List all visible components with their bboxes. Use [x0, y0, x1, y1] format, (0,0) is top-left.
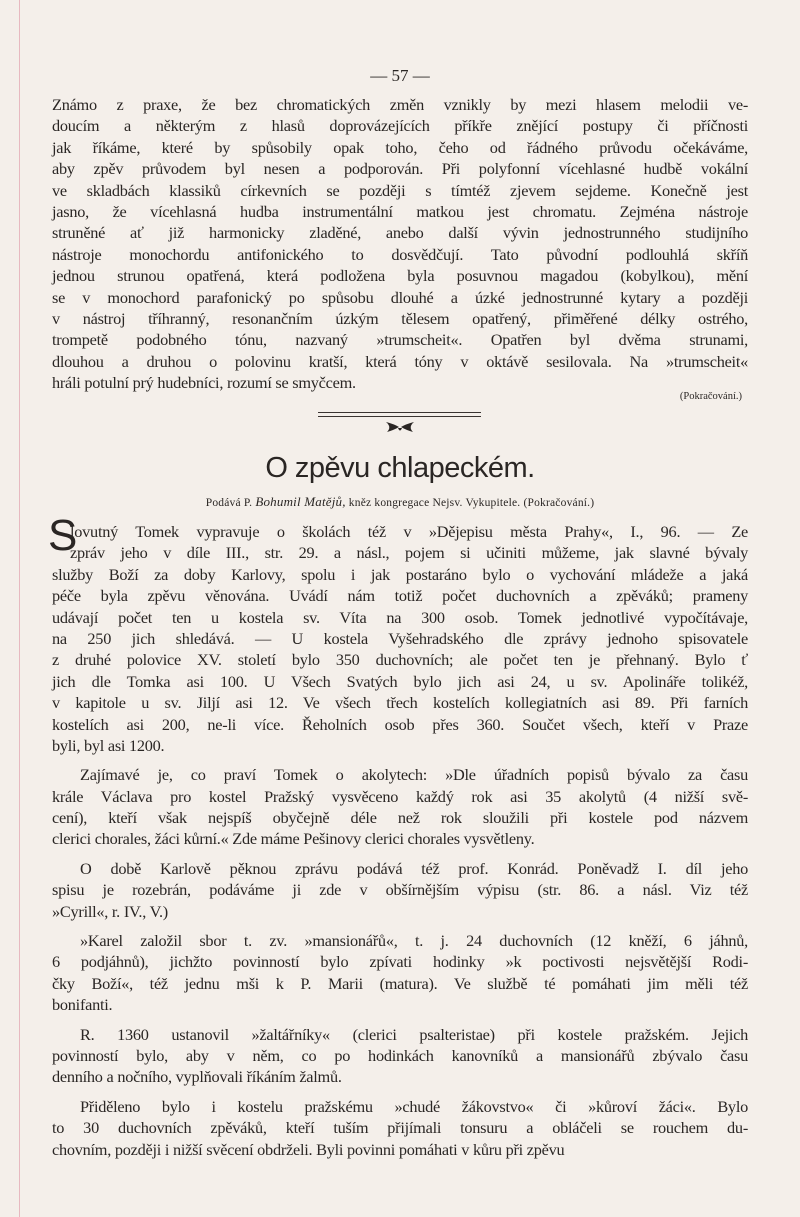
text-line: nástroje monochordu antifonického to dosvědčují. Tato původní podlouhlá skříň: [52, 244, 748, 264]
text-line: denního a nočního, vyplňovali říkáním žalmů.: [52, 1067, 342, 1087]
text-line: krále Václava pro kostel Pražský vysvěceno každý rok asi 35 akolytů (4 nižší svě-: [52, 786, 748, 806]
text-line: R. 1360 ustanovil »žaltářníky« (clerici psalteristae) při kostele pražském. Jejich: [80, 1024, 748, 1044]
text-line: O době Karlově pěknou zprávu podává též prof. Konrád. Poněvadž I. díl jeho: [80, 858, 748, 878]
paragraph: [52, 1024, 748, 1088]
text-line: struněné ať již harmonicky zladěné, anebo další vývin jednostrunného studijního: [52, 223, 748, 243]
page-margin-line: [19, 0, 20, 1217]
byline: [0, 494, 800, 510]
text-line: aby zpěv průvodem byl nesen a podporován. Při polyfonní vícehlasné hudbě vokální: [52, 159, 748, 179]
article2-body: [52, 521, 748, 1168]
continued-note: (Pokračování.): [679, 391, 742, 402]
text-line: clerici chorales, žáci kůrní.« Zde máme Pešinovy clerici chorales vysvětleny.: [52, 829, 535, 849]
text-line: udávají počet ten u kostela sv. Víta na 300 osob. Tomek jednotlivé vypočítávaje,: [52, 607, 748, 627]
paragraph: [52, 764, 748, 850]
byline-prefix: Podává P.: [205, 497, 253, 509]
text-line: 6 podjáhnů), jichžto povinností bylo zpívati hodinky »k poctivosti nejsvětější Rodi-: [52, 952, 748, 972]
text-line: z druhé polovice XV. století bylo 350 duchovních; ale počet ten je přehnaný. Bylo ť: [52, 650, 748, 670]
byline-suffix: kněz kongregace Nejsv. Vykupitele. (Pokračování.): [348, 497, 595, 509]
text-line: povinností bylo, aby v něm, co po hodinkách kanovníků a mansionářů zbývalo času: [52, 1045, 748, 1065]
paragraph: [52, 1096, 748, 1160]
article1-body: [52, 94, 748, 401]
text-line: Zajímavé je, co praví Tomek o akolytech: »Dle úřadních popisů bývalo za času: [80, 765, 748, 785]
text-line: se v monochord parafonický po spůsobu dlouhé a úzké jednostrunné kytary a později: [52, 287, 748, 307]
article-title: O zpěvu chlapeckém.: [265, 452, 535, 484]
text-line: v kapitole u sv. Jiljí asi 12. Ve všech třech kostelích kollegiatních asi 89. Při farních: [52, 693, 748, 713]
text-line: Přiděleno bylo i kostelu pražskému »chudé žákovstvo« či »kůroví žáci«. Bylo: [80, 1096, 748, 1116]
paragraph: [52, 930, 748, 1016]
text-line: zpráv jeho v díle III., str. 29. a násl., pojem si učiniti můžeme, jak slavné bývaly: [70, 543, 748, 563]
byline-author: Bohumil Matějů,: [255, 494, 346, 509]
ornament-icon: [384, 419, 416, 435]
text-line: »Karel založil sbor t. zv. »mansionářů«, t. j. 24 duchovních (12 kněží, 6 jáhnů,: [80, 931, 748, 951]
text-line: jednou strunou opatřená, která podložena byla posuvnou magadou (kobylkou), mění: [52, 266, 748, 286]
drop-cap: S: [48, 511, 78, 560]
text-line: spisu je rozebrán, podáváme ji zde v obšírnějším výpisu (str. 86. a násl. Viz též: [52, 880, 748, 900]
text-line: cení), kteří však nejspíš obyčejně déle než rok sloužili při kostele pod názvem: [52, 808, 748, 828]
text-line: lovutný Tomek vypravuje o školách též v »Dějepisu města Prahy«, I., 96. — Ze: [70, 522, 748, 541]
text-line: služby Boží za doby Karlovy, spolu i jak postaráno bylo o vychování mládeže a jaká: [52, 564, 748, 584]
text-line: bonifanti.: [52, 995, 113, 1015]
text-line: dlouhou a druhou o polovinu kratší, která tóny v oktávě sesilovala. Na »trumscheit«: [52, 351, 748, 371]
text-line: trompetě podobného tónu, nazvaný »trumscheit«. Opatřen byl dvěma strunami,: [52, 330, 748, 350]
text-line: jich dle Tomka asi 100. U Všech Svatých bylo jich asi 24, u sv. Apolináře tolikéž,: [52, 671, 748, 691]
text-line: doucím a některým z hlasů doprovázejících příkře znějící postupy či příčnosti: [52, 116, 748, 136]
text-line: byli, byl asi 1200.: [52, 735, 165, 755]
paragraph: [52, 521, 748, 756]
divider-rule: [318, 412, 481, 413]
text-line: péče byla zpěvu věnována. Uvádí nám totiž počet duchovních a zpěváků; prameny: [52, 586, 748, 606]
paragraph: [52, 858, 748, 922]
text-line: ve skladbách klassiků církevních se později s tímtéž zjevem sejdeme. Konečně jest: [52, 180, 748, 200]
text-line: jasno, že vícehlasná hudba instrumentální matkou jest chromatu. Zejména nástroje: [52, 201, 748, 221]
text-line: Známo z praxe, že bez chromatických změn vznikly by mezi hlasem melodii ve-: [52, 95, 748, 114]
text-line: chovním, později i nižší svěcení obdrželi. Byli povinni pomáhati v kůru při zpěvu: [52, 1139, 565, 1159]
text-line: jak říkáme, které by spůsobily opak toho, čeho od řádného průvodu očekáváme,: [52, 137, 748, 157]
text-line: kostelích asi 200, ne-li více. Řeholních osob přes 360. Součet všech, kteří v Praze: [52, 714, 748, 734]
divider-rule: [318, 416, 481, 417]
paragraph: [52, 94, 748, 393]
text-line: hráli potulní prý hudebníci, rozumí se smyčcem.: [52, 373, 356, 393]
text-line: v nástroj tříhranný, resonančním úzkým tělesem opatřený, přiměřené délky ostrého,: [52, 308, 748, 328]
page-number: — 57 —: [370, 66, 430, 85]
text-line: to 30 duchovních zpěváků, kteří tuším přijímali tonsuru a obláčeli se rouchem du-: [52, 1118, 748, 1138]
text-line: »Cyrill«, r. IV., V.): [52, 901, 168, 921]
text-line: čky Boží«, též jednu mši k P. Marii (matura). Ve službě té pomáhati jim měli též: [52, 973, 748, 993]
text-line: na 250 jich shledává. — U kostela Vyšehradského dle zprávy jednoho spisovatele: [52, 628, 748, 648]
